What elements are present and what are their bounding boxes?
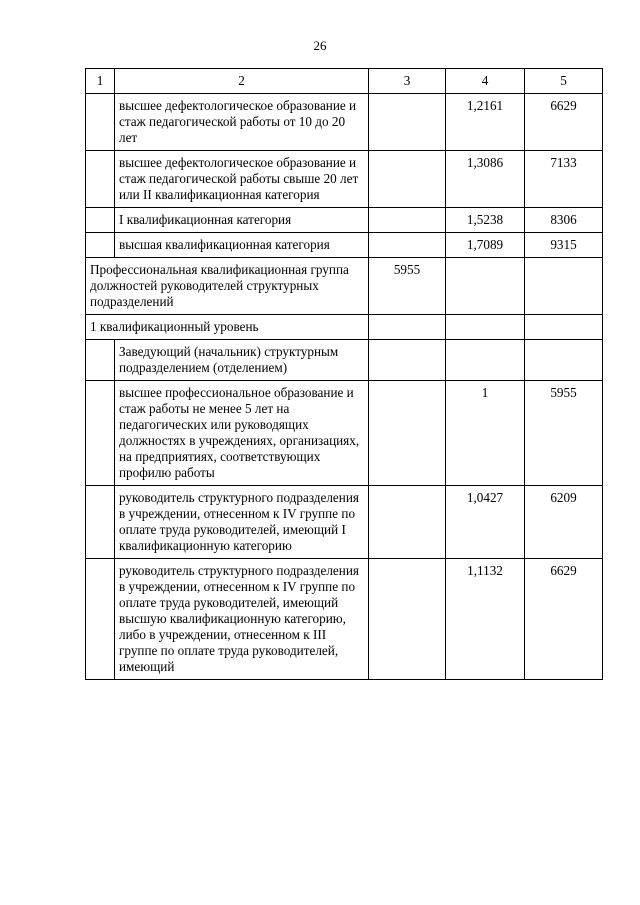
row-base-salary bbox=[369, 208, 446, 233]
row-base-salary bbox=[369, 381, 446, 486]
row-base-salary bbox=[369, 233, 446, 258]
header-col-3: 3 bbox=[369, 69, 446, 94]
table-row bbox=[86, 340, 603, 381]
row-base-salary bbox=[369, 340, 446, 381]
row-group-title: Профессиональная квалификационная группа должностей руководителей структурных подразделений bbox=[86, 258, 369, 315]
row-salary: 6629 bbox=[525, 559, 603, 680]
row-base-salary bbox=[369, 486, 446, 559]
row-salary: 8306 bbox=[525, 208, 603, 233]
row-coefficient: 1,7089 bbox=[446, 233, 525, 258]
header-col-4: 4 bbox=[446, 69, 525, 94]
row-base-salary bbox=[369, 315, 446, 340]
header-col-1: 1 bbox=[86, 69, 115, 94]
row-description: высшее дефектологическое образование и стаж педагогической работы свыше 20 лет или II квалификационная категория bbox=[115, 151, 369, 208]
row-coefficient: 1 bbox=[446, 381, 525, 486]
row-salary: 6629 bbox=[525, 94, 603, 151]
header-col-5: 5 bbox=[525, 69, 603, 94]
table-row bbox=[86, 486, 603, 559]
row-coefficient: 1,2161 bbox=[446, 94, 525, 151]
row-indent-cell bbox=[86, 381, 115, 486]
page-number: 26 bbox=[313, 38, 327, 53]
row-description: высшая квалификационная категория bbox=[115, 233, 369, 258]
row-coefficient bbox=[446, 315, 525, 340]
row-base-salary bbox=[369, 151, 446, 208]
row-indent-cell bbox=[86, 559, 115, 680]
row-salary bbox=[525, 315, 603, 340]
row-description: руководитель структурного подразделения в учреждении, отнесенном к IV группе по оплате труда руководителей, имеющий I квалификационную категорию bbox=[115, 486, 369, 559]
table-row bbox=[86, 258, 603, 315]
row-group-title: 1 квалификационный уровень bbox=[86, 315, 369, 340]
row-description: высшее профессиональное образование и стаж работы не менее 5 лет на педагогических или руководящих должностях в учреждениях, организациях, на предприятиях, соответствующих профилю работы bbox=[115, 381, 369, 486]
row-indent-cell bbox=[86, 94, 115, 151]
row-salary bbox=[525, 258, 603, 315]
table-row bbox=[86, 94, 603, 151]
row-description: руководитель структурного подразделения в учреждении, отнесенном к IV группе по оплате труда руководителей, имеющий высшую квалификационную категорию, либо в учреждении, отнесенном к III группе по оплате труда руководителей, имеющий bbox=[115, 559, 369, 680]
row-coefficient bbox=[446, 340, 525, 381]
row-indent-cell bbox=[86, 486, 115, 559]
row-coefficient: 1,0427 bbox=[446, 486, 525, 559]
table-body bbox=[86, 94, 603, 680]
table-row bbox=[86, 315, 603, 340]
row-salary bbox=[525, 340, 603, 381]
row-coefficient bbox=[446, 258, 525, 315]
table-row bbox=[86, 559, 603, 680]
table-row bbox=[86, 381, 603, 486]
row-indent-cell bbox=[86, 208, 115, 233]
row-salary: 5955 bbox=[525, 381, 603, 486]
table-row bbox=[86, 233, 603, 258]
salary-table bbox=[85, 68, 603, 680]
row-base-salary: 5955 bbox=[369, 258, 446, 315]
row-description: I квалификационная категория bbox=[115, 208, 369, 233]
table-row bbox=[86, 151, 603, 208]
header-col-2: 2 bbox=[115, 69, 369, 94]
row-description: Заведующий (начальник) структурным подразделением (отделением) bbox=[115, 340, 369, 381]
row-coefficient: 1,5238 bbox=[446, 208, 525, 233]
row-indent-cell bbox=[86, 340, 115, 381]
row-salary: 7133 bbox=[525, 151, 603, 208]
row-description: высшее дефектологическое образование и стаж педагогической работы от 10 до 20 лет bbox=[115, 94, 369, 151]
table-header-row bbox=[86, 69, 603, 94]
row-base-salary bbox=[369, 559, 446, 680]
row-indent-cell bbox=[86, 151, 115, 208]
row-salary: 6209 bbox=[525, 486, 603, 559]
row-coefficient: 1,1132 bbox=[446, 559, 525, 680]
row-salary: 9315 bbox=[525, 233, 603, 258]
table-row bbox=[86, 208, 603, 233]
row-indent-cell bbox=[86, 233, 115, 258]
row-base-salary bbox=[369, 94, 446, 151]
row-coefficient: 1,3086 bbox=[446, 151, 525, 208]
